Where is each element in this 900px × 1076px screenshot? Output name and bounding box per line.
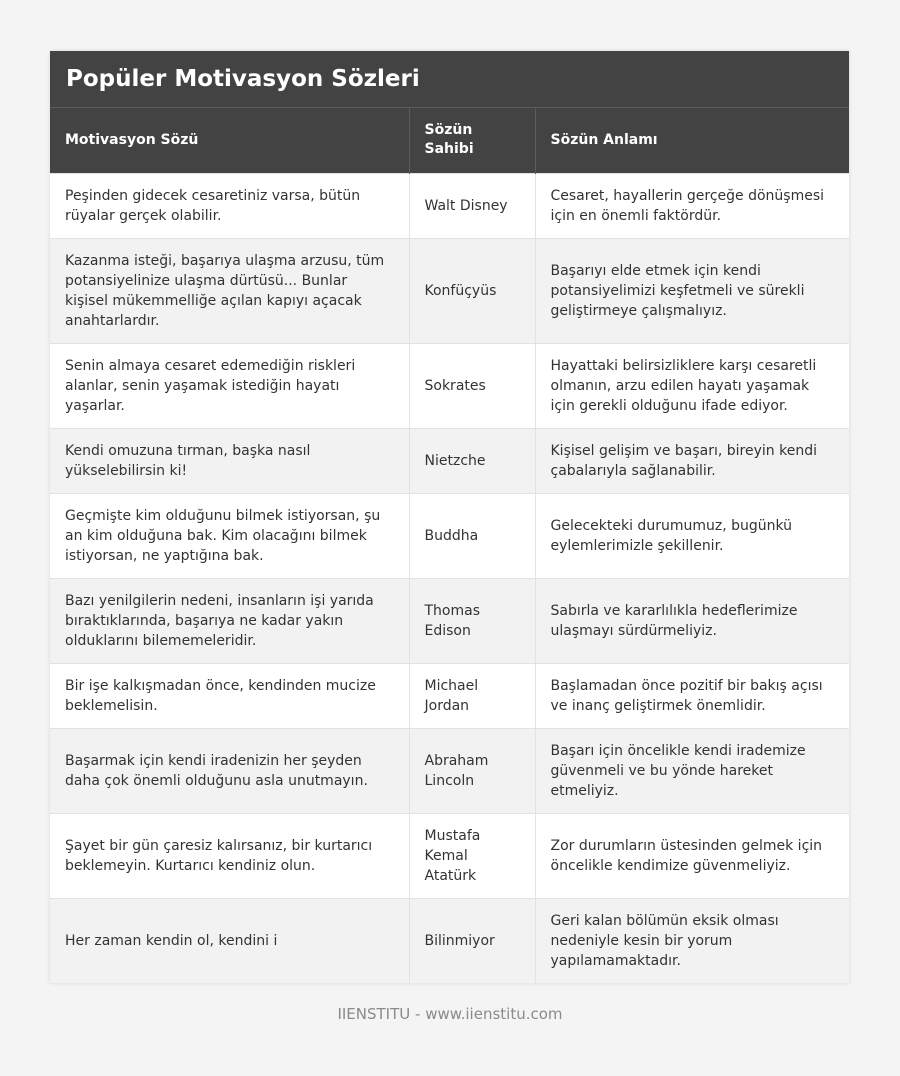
author-cell: Michael Jordan xyxy=(409,663,535,728)
table-title: Popüler Motivasyon Sözleri xyxy=(50,51,849,108)
table-row xyxy=(50,898,849,983)
quote-cell: Her zaman kendin ol, kendini i xyxy=(50,898,409,983)
quotes-card xyxy=(50,51,849,983)
author-cell: Buddha xyxy=(409,493,535,578)
meaning-cell: Başlamadan önce pozitif bir bakış açısı ve inanç geliştirmek önemlidir. xyxy=(535,663,849,728)
author-cell: Sokrates xyxy=(409,343,535,428)
quote-cell: Peşinden gidecek cesaretiniz varsa, bütün rüyalar gerçek olabilir. xyxy=(50,173,409,238)
table-row xyxy=(50,428,849,493)
table-row xyxy=(50,343,849,428)
quote-cell: Bir işe kalkışmadan önce, kendinden mucize beklemelisin. xyxy=(50,663,409,728)
author-cell: Nietzche xyxy=(409,428,535,493)
quote-cell: Kendi omuzuna tırman, başka nasıl yükselebilirsin ki! xyxy=(50,428,409,493)
table-row xyxy=(50,813,849,898)
meaning-cell: Başarı için öncelikle kendi irademize güvenmeli ve bu yönde hareket etmeliyiz. xyxy=(535,728,849,813)
table-row xyxy=(50,663,849,728)
table-row xyxy=(50,578,849,663)
author-cell: Bilinmiyor xyxy=(409,898,535,983)
quote-cell: Başarmak için kendi iradenizin her şeyden daha çok önemli olduğunu asla unutmayın. xyxy=(50,728,409,813)
header-row xyxy=(50,108,849,173)
table-row xyxy=(50,173,849,238)
footer-credit: IIENSTITU - www.iienstitu.com xyxy=(337,1005,563,1023)
meaning-cell: Geri kalan bölümün eksik olması nedeniyle kesin bir yorum yapılamamaktadır. xyxy=(535,898,849,983)
quotes-table xyxy=(50,108,849,983)
meaning-cell: Cesaret, hayallerin gerçeğe dönüşmesi için en önemli faktördür. xyxy=(535,173,849,238)
author-cell: Thomas Edison xyxy=(409,578,535,663)
meaning-cell: Hayattaki belirsizliklere karşı cesaretli olmanın, arzu edilen hayatı yaşamak için gerekli olduğunu ifade ediyor. xyxy=(535,343,849,428)
meaning-cell: Kişisel gelişim ve başarı, bireyin kendi çabalarıyla sağlanabilir. xyxy=(535,428,849,493)
column-header-meaning: Sözün Anlamı xyxy=(535,108,849,173)
meaning-cell: Zor durumların üstesinden gelmek için öncelikle kendimize güvenmeliyiz. xyxy=(535,813,849,898)
meaning-cell: Gelecekteki durumumuz, bugünkü eylemlerimizle şekillenir. xyxy=(535,493,849,578)
quote-cell: Geçmişte kim olduğunu bilmek istiyorsan, şu an kim olduğuna bak. Kim olacağını bilmek istiyorsan, ne yaptığına bak. xyxy=(50,493,409,578)
quote-cell: Senin almaya cesaret edemediğin riskleri alanlar, senin yaşamak istediğin hayatı yaşarlar. xyxy=(50,343,409,428)
meaning-cell: Başarıyı elde etmek için kendi potansiyelimizi keşfetmeli ve sürekli geliştirmeye çalışmalıyız. xyxy=(535,238,849,343)
column-header-author: Sözün Sahibi xyxy=(409,108,535,173)
meaning-cell: Sabırla ve kararlılıkla hedeflerimize ulaşmayı sürdürmeliyiz. xyxy=(535,578,849,663)
table-row xyxy=(50,728,849,813)
table-row xyxy=(50,238,849,343)
author-cell: Konfüçyüs xyxy=(409,238,535,343)
quote-cell: Bazı yenilgilerin nedeni, insanların işi yarıda bıraktıklarında, başarıya ne kadar yakın olduklarını bilememeleridir. xyxy=(50,578,409,663)
author-cell: Mustafa Kemal Atatürk xyxy=(409,813,535,898)
author-cell: Walt Disney xyxy=(409,173,535,238)
table-row xyxy=(50,493,849,578)
quote-cell: Şayet bir gün çaresiz kalırsanız, bir kurtarıcı beklemeyin. Kurtarıcı kendiniz olun. xyxy=(50,813,409,898)
column-header-quote: Motivasyon Sözü xyxy=(50,108,409,173)
author-cell: Abraham Lincoln xyxy=(409,728,535,813)
quote-cell: Kazanma isteği, başarıya ulaşma arzusu, tüm potansiyelinize ulaşma dürtüsü... Bunlar kişisel mükemmelliğe açılan kapıyı açacak anahtarlardır. xyxy=(50,238,409,343)
